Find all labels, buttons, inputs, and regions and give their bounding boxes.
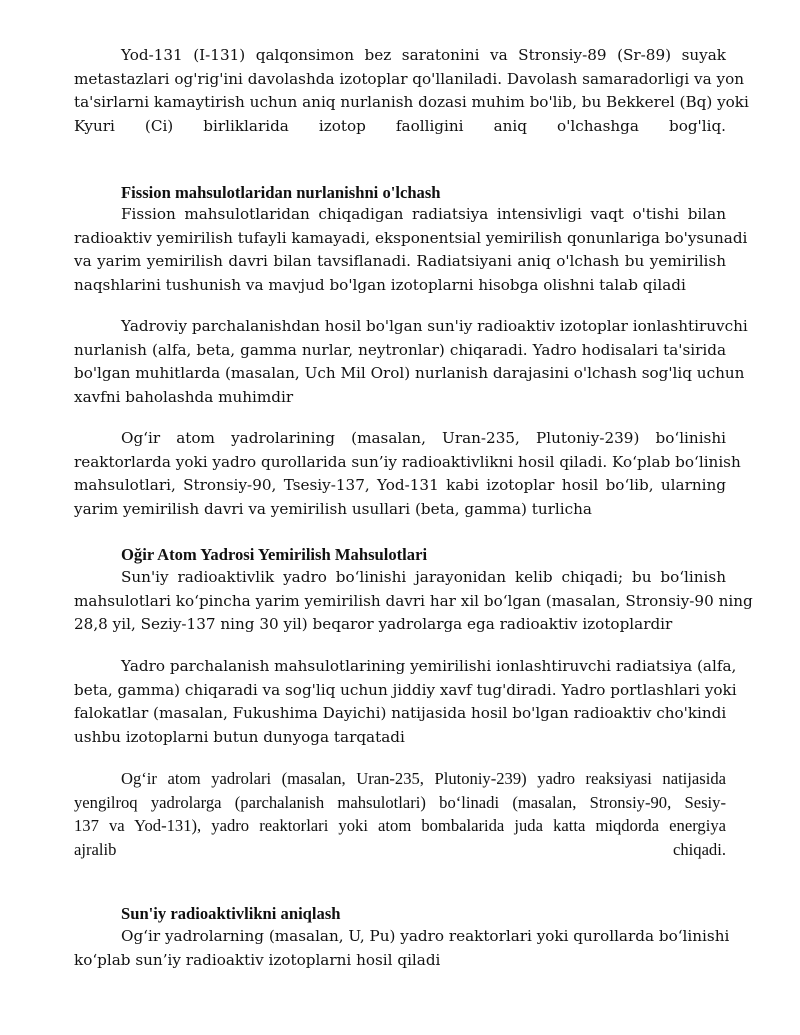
paragraph-heavy-nuclei-fission — [74, 427, 741, 521]
text-line: Og‘ir yadrolarning (masalan, U, Pu) yadro reaktorlari yoki qurollarda bo‘linishi — [121, 927, 730, 945]
text-line: xavfni baholashda muhimdir — [74, 387, 294, 406]
text-line: metastazlari og'rig'ini davolashda izotoplar qo'llaniladi. Davolash samaradorligi va yon — [74, 69, 745, 88]
text-line: Og‘ir atom yadrolarining (masalan, Uran-235, Plutoniy-239) bo‘linishi — [121, 429, 726, 447]
text-line: mahsulotlari, Stronsiy-90, Tsesiy-137, Yod-131 kabi izotoplar hosil bo‘lib, ularning — [74, 476, 726, 494]
text-line: Kyuri (Ci) birliklarida izotop faolligini aniq o'lchashga bog'liq. — [74, 116, 726, 135]
text-line: 28,8 yil, Seziy-137 ning 30 yil) beqaror yadrolarga ega radioaktiv izotoplardir — [74, 615, 673, 633]
text-line: radioaktiv yemirilish tufayli kamayadi, eksponentsial yemirilish qonunlariga bo'ysunadi — [74, 228, 748, 247]
paragraph-nuclear-reaction-energy — [74, 767, 726, 861]
text-line: Yadro parchalanish mahsulotlarining yemirilishi ionlashtiruvchi radiatsiya (alfa, — [121, 657, 737, 675]
text-line: falokatlar (masalan, Fukushima Dayichi) natijasida hosil bo'lgan radioaktiv cho'kindi — [74, 704, 727, 722]
text-line: Yod-131 (I-131) qalqonsimon bez saratonini va Stronsiy-89 (Sr-89) suyak — [121, 46, 726, 64]
text-line: ajralib chiqadi. — [74, 839, 726, 859]
section-heading-decay-products: Oğir Atom Yadrosi Yemirilish Mahsulotlari — [121, 545, 428, 564]
text-line: Yadroviy parchalanishdan hosil bo'lgan sun'iy radioaktiv izotoplar ionlashtiruvchi — [121, 317, 748, 335]
text-line: 137 va Yod-131), yadro reaktorlari yoki atom bombalarida juda katta miqdorda energiya — [74, 816, 726, 835]
text-line: bo'lgan muhitlarda (masalan, Uch Mil Orol) nurlanish darajasini o'lchash sog'liq uchun — [74, 364, 745, 382]
text-line: yengilroq yadrolarga (parchalanish mahsulotlari) bo‘linadi (masalan, Stronsiy-90, Sesiy- — [74, 792, 726, 812]
text-line: ushbu izotoplarni butun dunyoga tarqatadi — [74, 727, 405, 746]
section-heading-detection: Sun'iy radioaktivlikni aniqlash — [121, 904, 341, 923]
text-line: beta, gamma) chiqaradi va sog'liq uchun jiddiy xavf tug'diradi. Yadro portlashlari yoki — [74, 680, 737, 699]
paragraph-artificial-isotopes-radiation — [74, 315, 748, 409]
text-line: Og‘ir atom yadrolari (masalan, Uran-235, Plutoniy-239) yadro reaksiyasi natijasida — [121, 769, 726, 788]
paragraph-artificial-radioactivity-origin — [74, 566, 753, 637]
text-line: yarim yemirilish davri va yemirilish usullari (beta, gamma) turlicha — [74, 499, 592, 518]
text-line: mahsulotlari ko‘pincha yarim yemirilish davri har xil bo‘lgan (masalan, Stronsiy-90 ning — [74, 591, 753, 610]
section-heading-fission-measurement: Fission mahsulotlaridan nurlanishni o'lchash — [121, 183, 441, 202]
text-line: naqshlarini tushunish va mavjud bo'lgan izotoplarni hisobga olishni talab qiladi — [74, 275, 686, 294]
paragraph-iodine-strontium-therapy — [74, 44, 749, 138]
text-line: nurlanish (alfa, beta, gamma nurlar, neytronlar) chiqaradi. Yadro hodisalari ta'sirida — [74, 340, 726, 359]
text-line: va yarim yemirilish davri bilan tavsiflanadi. Radiatsiyani aniq o'lchash bu yemirilish — [74, 252, 726, 270]
text-line: reaktorlarda yoki yadro qurollarida sun’iy radioaktivlikni hosil qiladi. Ko‘plab bo‘linish — [74, 452, 741, 471]
paragraph-fission-radiation-decay — [74, 203, 748, 297]
text-line: Fission mahsulotlaridan chiqadigan radiatsiya intensivligi vaqt o'tishi bilan — [121, 205, 726, 223]
text-line: ko‘plab sun’iy radioaktiv izotoplarni hosil qiladi — [74, 950, 441, 969]
text-line: Sun'iy radioaktivlik yadro bo‘linishi jarayonidan kelib chiqadi; bu bo‘linish — [121, 568, 726, 586]
paragraph-heavy-nuclei-isotopes — [74, 925, 730, 972]
paragraph-decay-health-risk — [74, 655, 737, 749]
text-line: ta'sirlarni kamaytirish uchun aniq nurlanish dozasi muhim bo'lib, bu Bekkerel (Bq) yoki — [74, 93, 749, 111]
